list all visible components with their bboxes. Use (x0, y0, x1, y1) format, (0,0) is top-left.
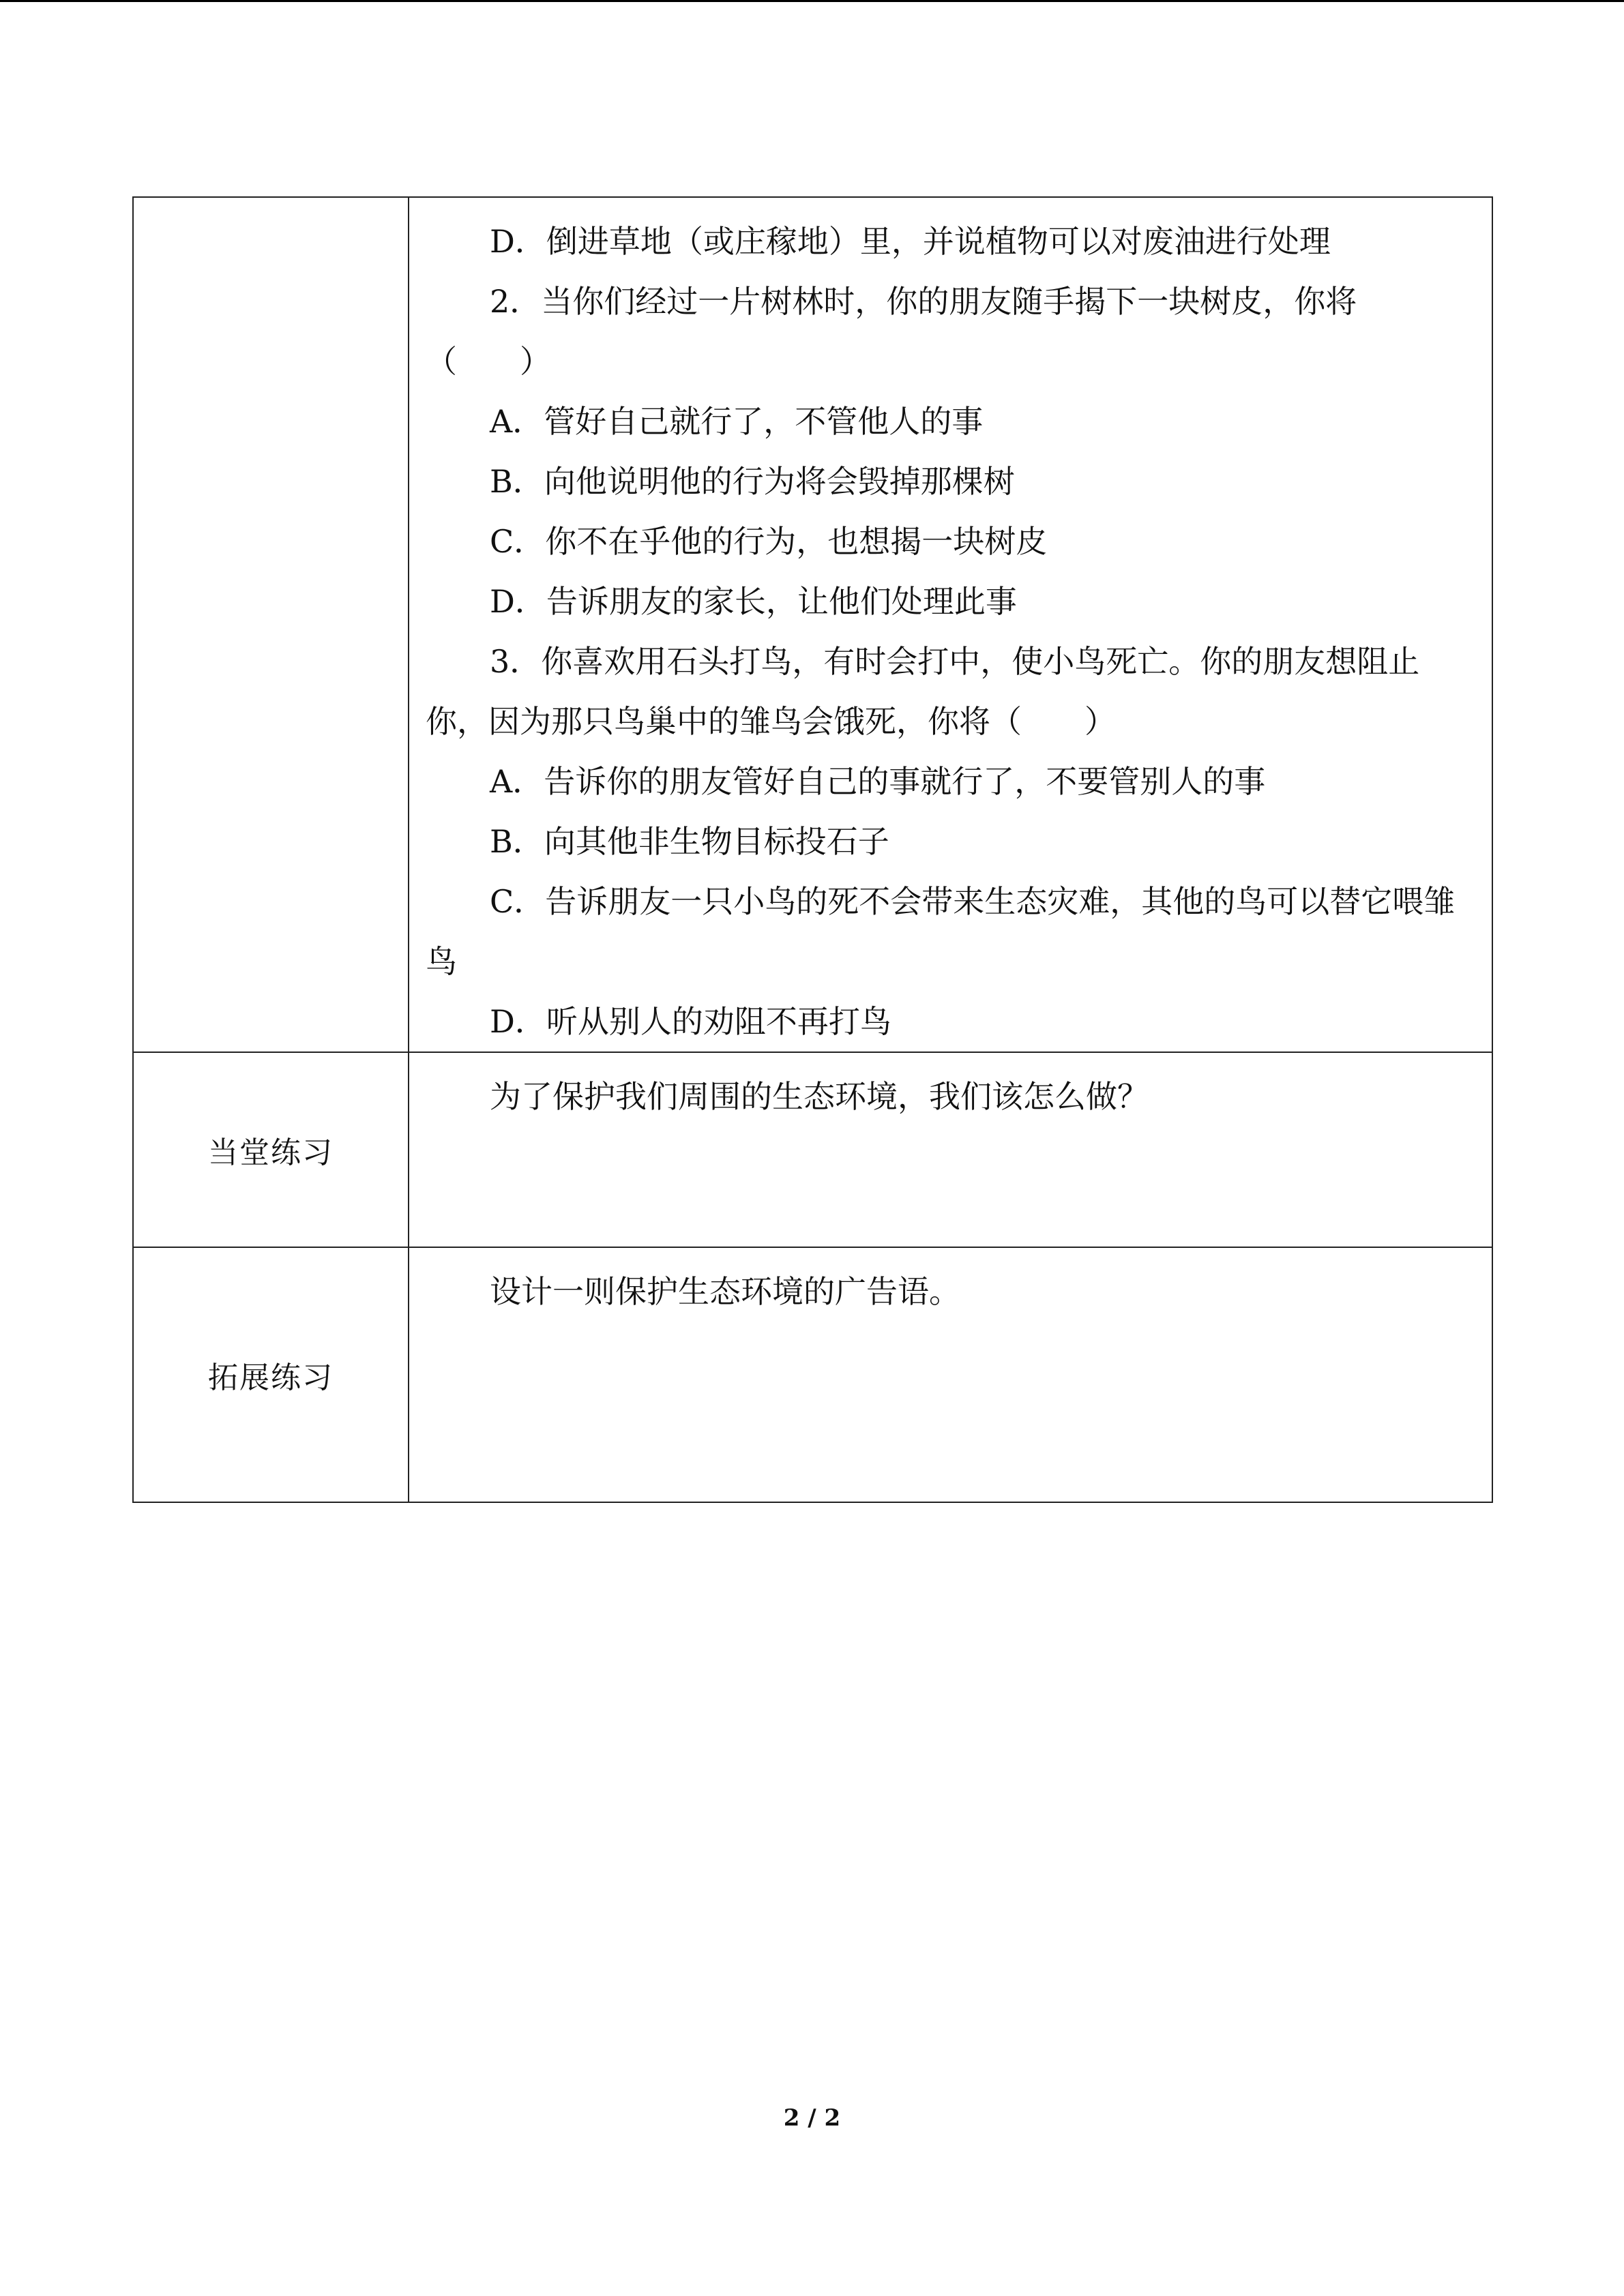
question-2: 2．当你们经过一片树林时，你的朋友随手揭下一块树皮，你将（ ） (426, 283, 1357, 380)
option-2a: A．管好自己就行了，不管他人的事 (490, 403, 984, 440)
class-practice-content (409, 1052, 1492, 1247)
row-label-empty (133, 197, 409, 1052)
top-border-line (0, 0, 1624, 2)
question-3: 3．你喜欢用石头打鸟，有时会打中，使小鸟死亡。你的朋友想阻止你，因为那只鸟巢中的雏鸟会饿死，你将（ ） (426, 643, 1420, 740)
option-3b: B．向其他非生物目标投石子 (490, 823, 889, 860)
table-row-extension-practice (133, 1247, 1492, 1502)
option-3c: C．告诉朋友一只小鸟的死不会带来生态灾难，其他的鸟可以替它喂雏鸟 (426, 883, 1456, 980)
option-3d: D．听从别人的劝阻不再打鸟 (490, 1003, 891, 1040)
option-2c: C．你不在乎他的行为，也想揭一块树皮 (490, 523, 1048, 560)
row-label-extension-practice: 拓展练习 (133, 1247, 409, 1502)
option-2d: D．告诉朋友的家长，让他们处理此事 (490, 583, 1017, 620)
class-practice-question: 为了保护我们周围的生态环境，我们该怎么做？ (490, 1078, 1149, 1115)
worksheet-table (132, 196, 1493, 1503)
page-number: 2 / 2 (783, 2104, 841, 2132)
option-1d: D．倒进草地（或庄稼地）里，并说植物可以对废油进行处理 (490, 223, 1331, 260)
row-label-class-practice: 当堂练习 (133, 1052, 409, 1247)
extension-practice-question: 设计一则保护生态环境的广告语。 (490, 1273, 960, 1310)
table-row-class-practice (133, 1052, 1492, 1247)
option-2b: B．向他说明他的行为将会毁掉那棵树 (490, 463, 1015, 500)
table-row-questions (133, 197, 1492, 1052)
questions-content (409, 197, 1492, 1052)
extension-practice-content (409, 1247, 1492, 1502)
option-3a: A．告诉你的朋友管好自己的事就行了，不要管别人的事 (490, 763, 1266, 800)
